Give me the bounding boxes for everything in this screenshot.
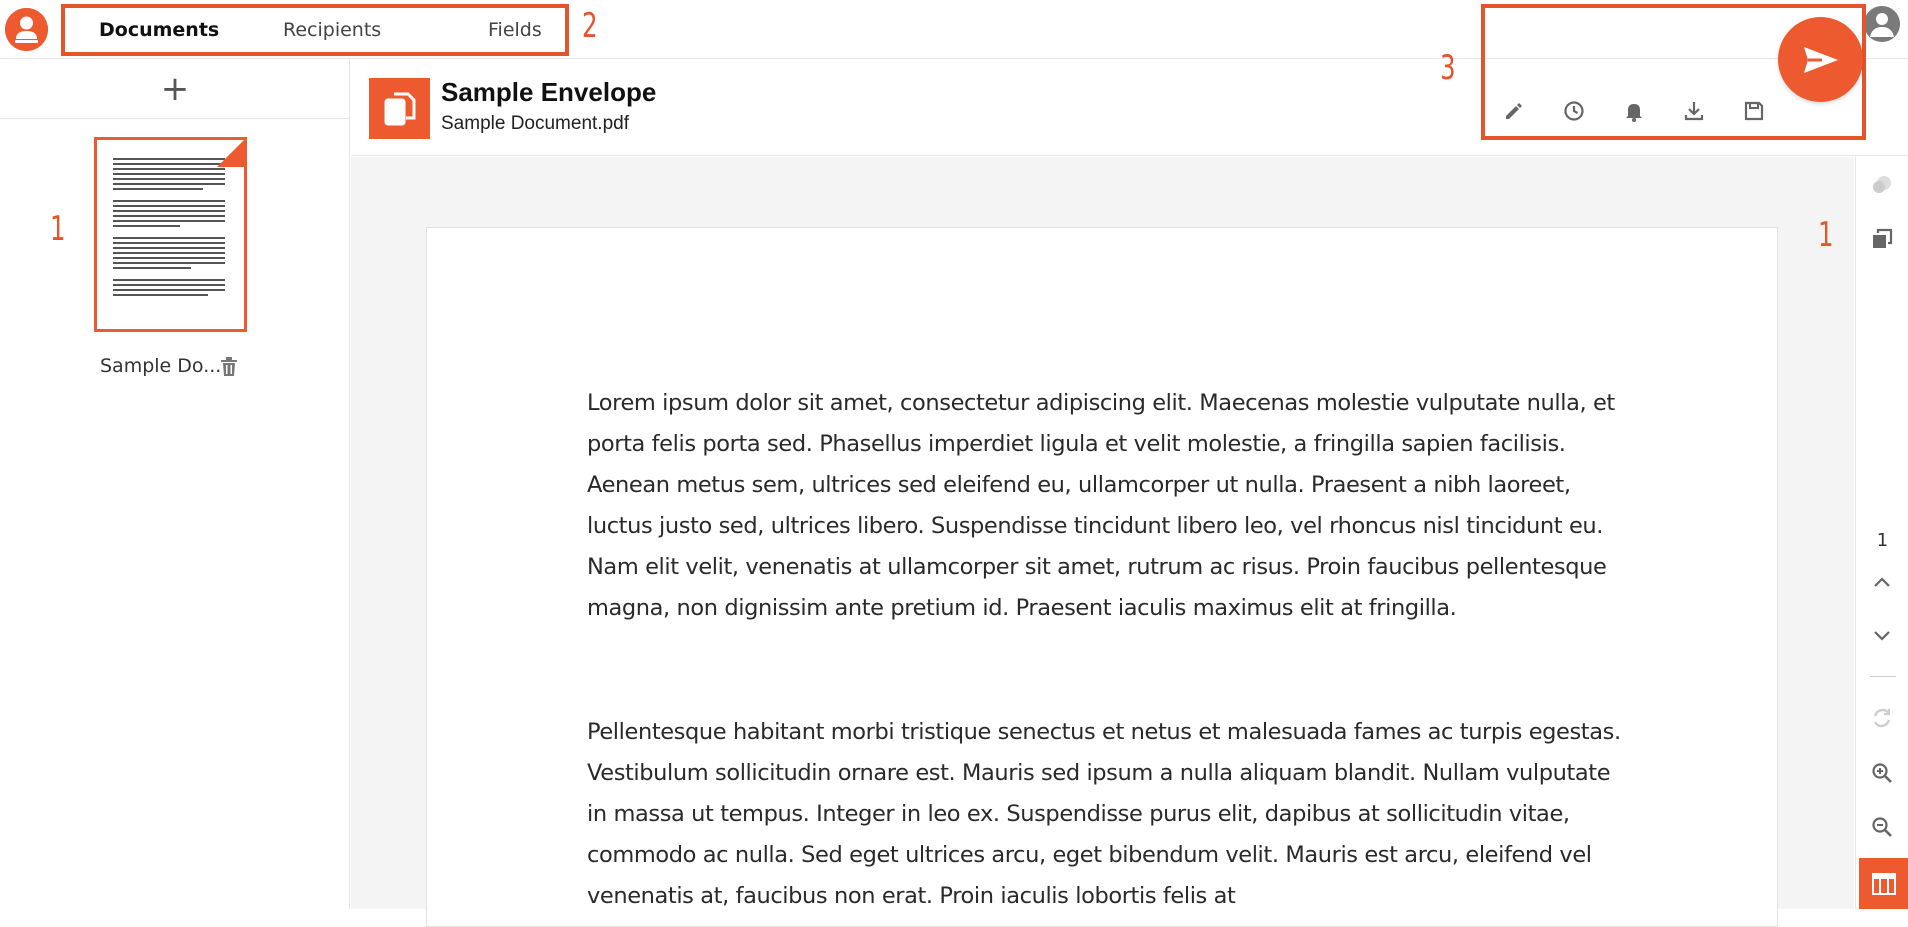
document-viewer	[351, 157, 1854, 909]
edit-icon[interactable]	[1502, 99, 1526, 123]
trash-icon[interactable]	[220, 357, 238, 377]
callout-tabs: 2	[582, 6, 598, 46]
download-icon[interactable]	[1682, 99, 1706, 123]
documents-sidebar	[0, 59, 350, 909]
page-number: 1	[1876, 530, 1889, 551]
tab-fields[interactable]: Fields	[488, 19, 542, 41]
zoom-in-icon[interactable]	[1870, 761, 1894, 785]
thumbnail-text-lines	[113, 158, 225, 299]
document-page	[426, 227, 1778, 927]
send-icon	[1802, 45, 1840, 75]
user-avatar[interactable]	[1864, 6, 1900, 42]
chevron-down-icon[interactable]	[1870, 623, 1894, 647]
chevron-up-icon[interactable]	[1870, 571, 1894, 595]
comments-icon[interactable]	[1870, 173, 1894, 197]
viewer-toolbar	[1855, 157, 1908, 909]
envelope-title: Sample Envelope	[441, 77, 657, 107]
envelope-filename: Sample Document.pdf	[441, 113, 629, 134]
history-icon[interactable]	[1562, 99, 1586, 123]
document-paragraph: Pellentesque habitant morbi tristique senectus et netus et malesuada fames ac turpis egestas. Vestibulum sollicitudin ornare est. Mauris sed ipsum a nulla aliquam blandit. Nullam vulputate in massa ut tempus. Integer in leo ex. Suspendisse purus elit, dapibus at sollicitudin vitae, commodo ac nulla. Sed eget ultrices arcu, eget bibendum velit. Mauris est arcu, eleifend vel venenatis at, faucibus non erat. Proin iaculis lobortis felis at	[587, 719, 1621, 909]
document-thumbnail[interactable]	[94, 137, 247, 332]
document-paragraph: Lorem ipsum dolor sit amet, consectetur adipiscing elit. Maecenas molestie vulputate nulla, et porta felis porta sed. Phasellus imperdiet ligula et velit molestie, a fringilla sapien facilisis. Aenean metus sem, ultrices sed eleifend eu, ullamcorper ut nulla. Praesent a nibh laoreet, luctus justo sed, ultrices libero. Suspendisse tincidunt libero leo, vel rhoncus nisl tincidunt eu. Nam elit velit, venenatis at ullamcorper sit amet, rutrum ac risus. Proin faucibus pellentesque magna, non dignissim ante pretium id. Praesent iaculis maximus elit at fringilla.	[587, 390, 1615, 621]
page-fold-accent	[217, 137, 247, 167]
callout-right: 1	[1818, 215, 1834, 255]
grid-view-button[interactable]	[1859, 858, 1908, 909]
bell-icon[interactable]	[1622, 99, 1646, 123]
app-logo[interactable]	[5, 8, 48, 51]
copy-pages-icon[interactable]	[1870, 227, 1894, 251]
callout-actions: 3	[1440, 48, 1456, 88]
add-document-row	[0, 59, 350, 119]
copy-documents-icon	[384, 92, 416, 126]
rotate-icon[interactable]	[1870, 706, 1894, 730]
rail-divider	[1870, 676, 1896, 677]
user-icon	[1864, 6, 1900, 42]
save-icon[interactable]	[1742, 99, 1766, 123]
tab-documents[interactable]: Documents	[99, 19, 220, 41]
stamp-icon	[5, 8, 48, 51]
table-icon	[1872, 873, 1896, 895]
envelope-icon-tile	[369, 78, 430, 139]
add-document-button[interactable]: +	[160, 68, 190, 109]
main-tabs	[61, 4, 569, 56]
zoom-out-icon[interactable]	[1870, 815, 1894, 839]
document-name-label: Sample Do...	[100, 355, 222, 377]
callout-left: 1	[50, 209, 66, 249]
tab-recipients[interactable]: Recipients	[283, 19, 382, 41]
send-button[interactable]	[1778, 17, 1863, 102]
